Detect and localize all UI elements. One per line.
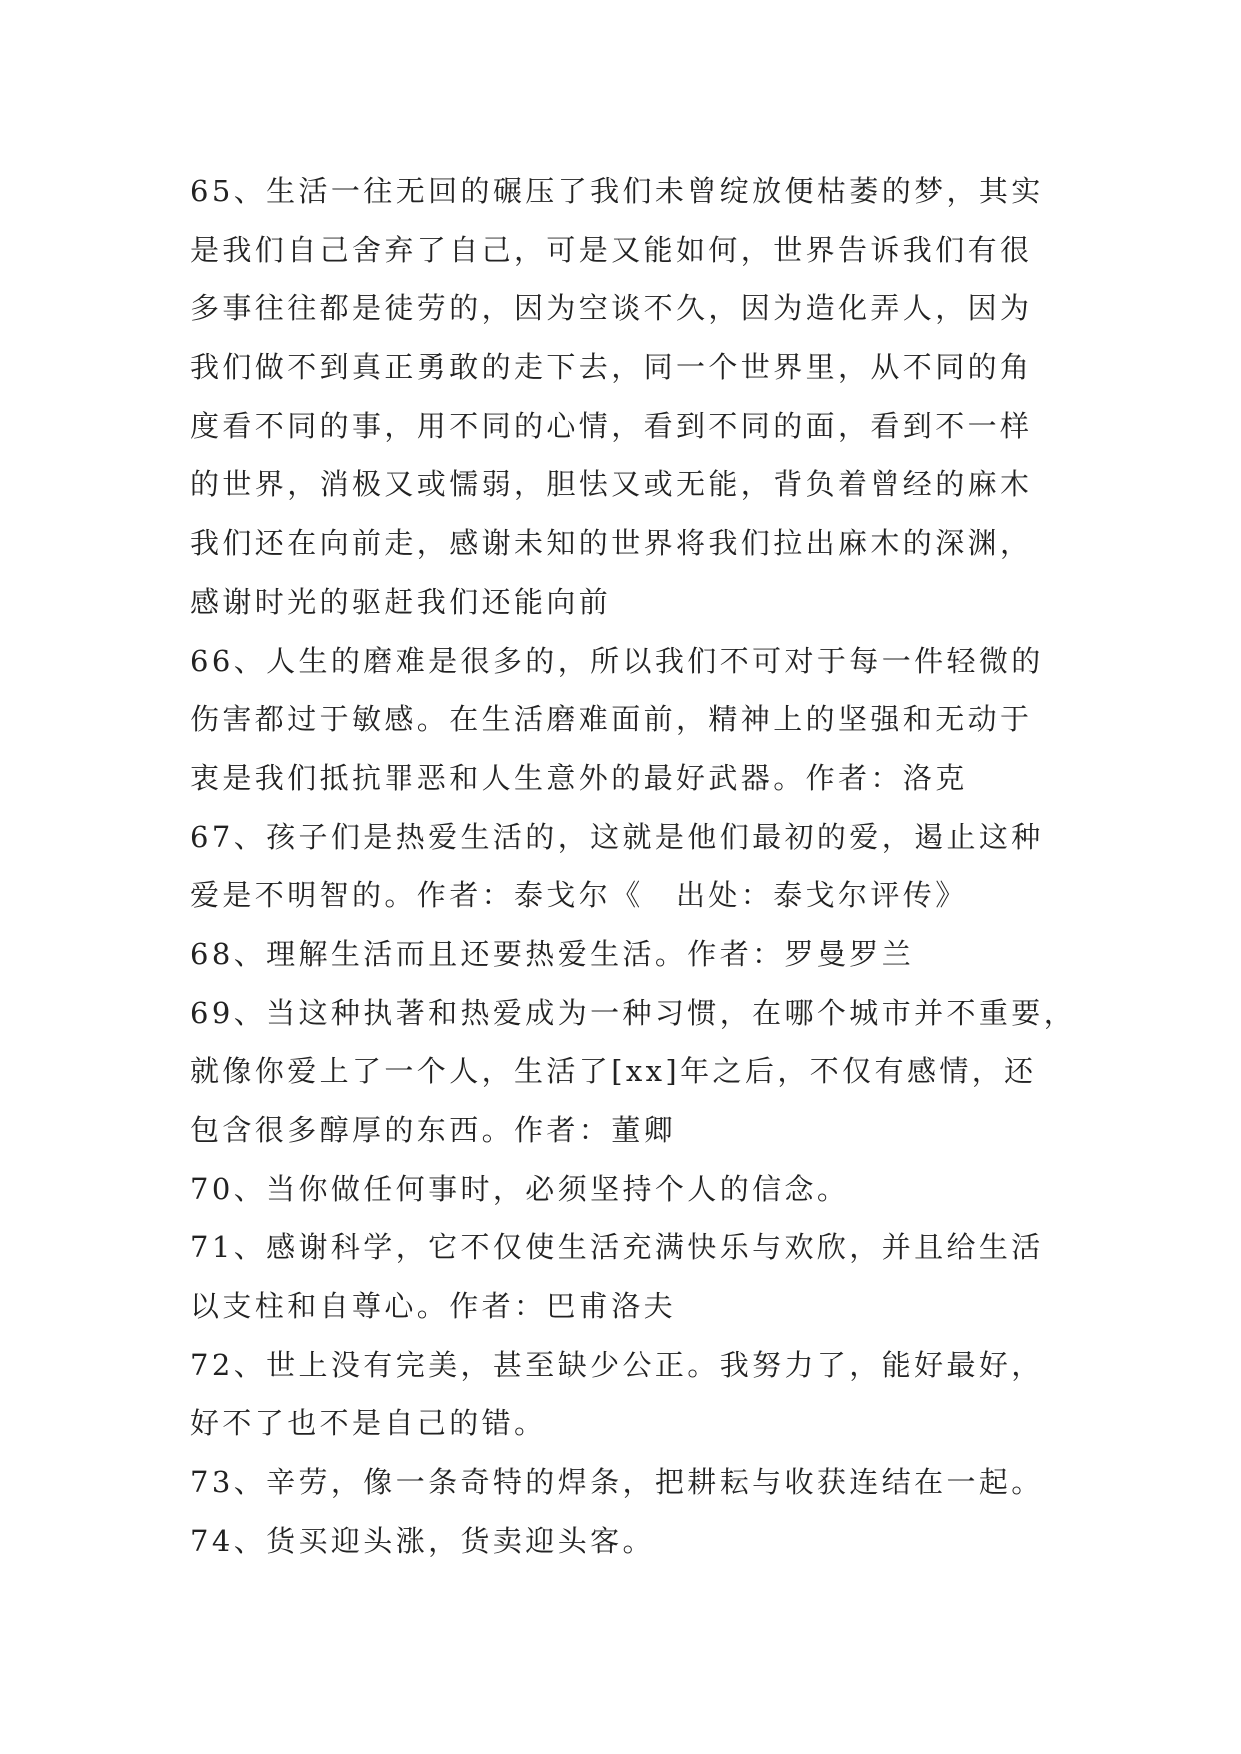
text-line: 就像你爱上了一个人，生活了[xx]年之后，不仅有感情，还 bbox=[190, 1054, 1037, 1089]
text-line: 度看不同的事，用不同的心情，看到不同的面，看到不一样 bbox=[190, 408, 1033, 443]
text-line: 71、感谢科学，它不仅使生活充满快乐与欢欣，并且给生活 bbox=[190, 1230, 1044, 1265]
text-line: 68、理解生活而且还要热爱生活。作者：罗曼罗兰 bbox=[190, 936, 915, 971]
quote-text-block bbox=[190, 162, 1080, 1571]
text-line: 我们做不到真正勇敢的走下去，同一个世界里，从不同的角 bbox=[190, 350, 1033, 385]
text-line: 的世界，消极又或懦弱，胆怯又或无能，背负着曾经的麻木 bbox=[190, 467, 1033, 502]
text-line: 74、货买迎头涨，货卖迎头客。 bbox=[190, 1523, 655, 1558]
text-line: 69、当这种执著和热爱成为一种习惯，在哪个城市并不重要， bbox=[190, 995, 1077, 1030]
text-line: 73、辛劳，像一条奇特的焊条，把耕耘与收获连结在一起。 bbox=[190, 1465, 1044, 1500]
text-line: 爱是不明智的。作者：泰戈尔《 出处：泰戈尔评传》 bbox=[190, 878, 968, 913]
text-line: 是我们自己舍弃了自己，可是又能如何，世界告诉我们有很 bbox=[190, 232, 1033, 267]
text-line: 67、孩子们是热爱生活的，这就是他们最初的爱，遏止这种 bbox=[190, 819, 1044, 854]
text-line: 以支柱和自尊心。作者：巴甫洛夫 bbox=[190, 1289, 677, 1324]
text-line: 多事往往都是徒劳的，因为空谈不久，因为造化弄人，因为 bbox=[190, 291, 1033, 326]
text-line: 伤害都过于敏感。在生活磨难面前，精神上的坚强和无动于 bbox=[190, 702, 1033, 737]
text-line: 66、人生的磨难是很多的，所以我们不可对于每一件轻微的 bbox=[190, 643, 1044, 678]
text-line: 72、世上没有完美，甚至缺少公正。我努力了，能好最好， bbox=[190, 1347, 1044, 1382]
text-line: 感谢时光的驱赶我们还能向前 bbox=[190, 584, 612, 619]
text-line: 衷是我们抵抗罪恶和人生意外的最好武器。作者：洛克 bbox=[190, 760, 968, 795]
text-line: 70、当你做任何事时，必须坚持个人的信念。 bbox=[190, 1171, 850, 1206]
text-line: 65、生活一往无回的碾压了我们未曾绽放便枯萎的梦，其实 bbox=[190, 174, 1044, 208]
text-line: 我们还在向前走，感谢未知的世界将我们拉出麻木的深渊， bbox=[190, 526, 1033, 561]
text-line: 包含很多醇厚的东西。作者：董卿 bbox=[190, 1113, 677, 1147]
text-line: 好不了也不是自己的错。 bbox=[190, 1406, 547, 1441]
